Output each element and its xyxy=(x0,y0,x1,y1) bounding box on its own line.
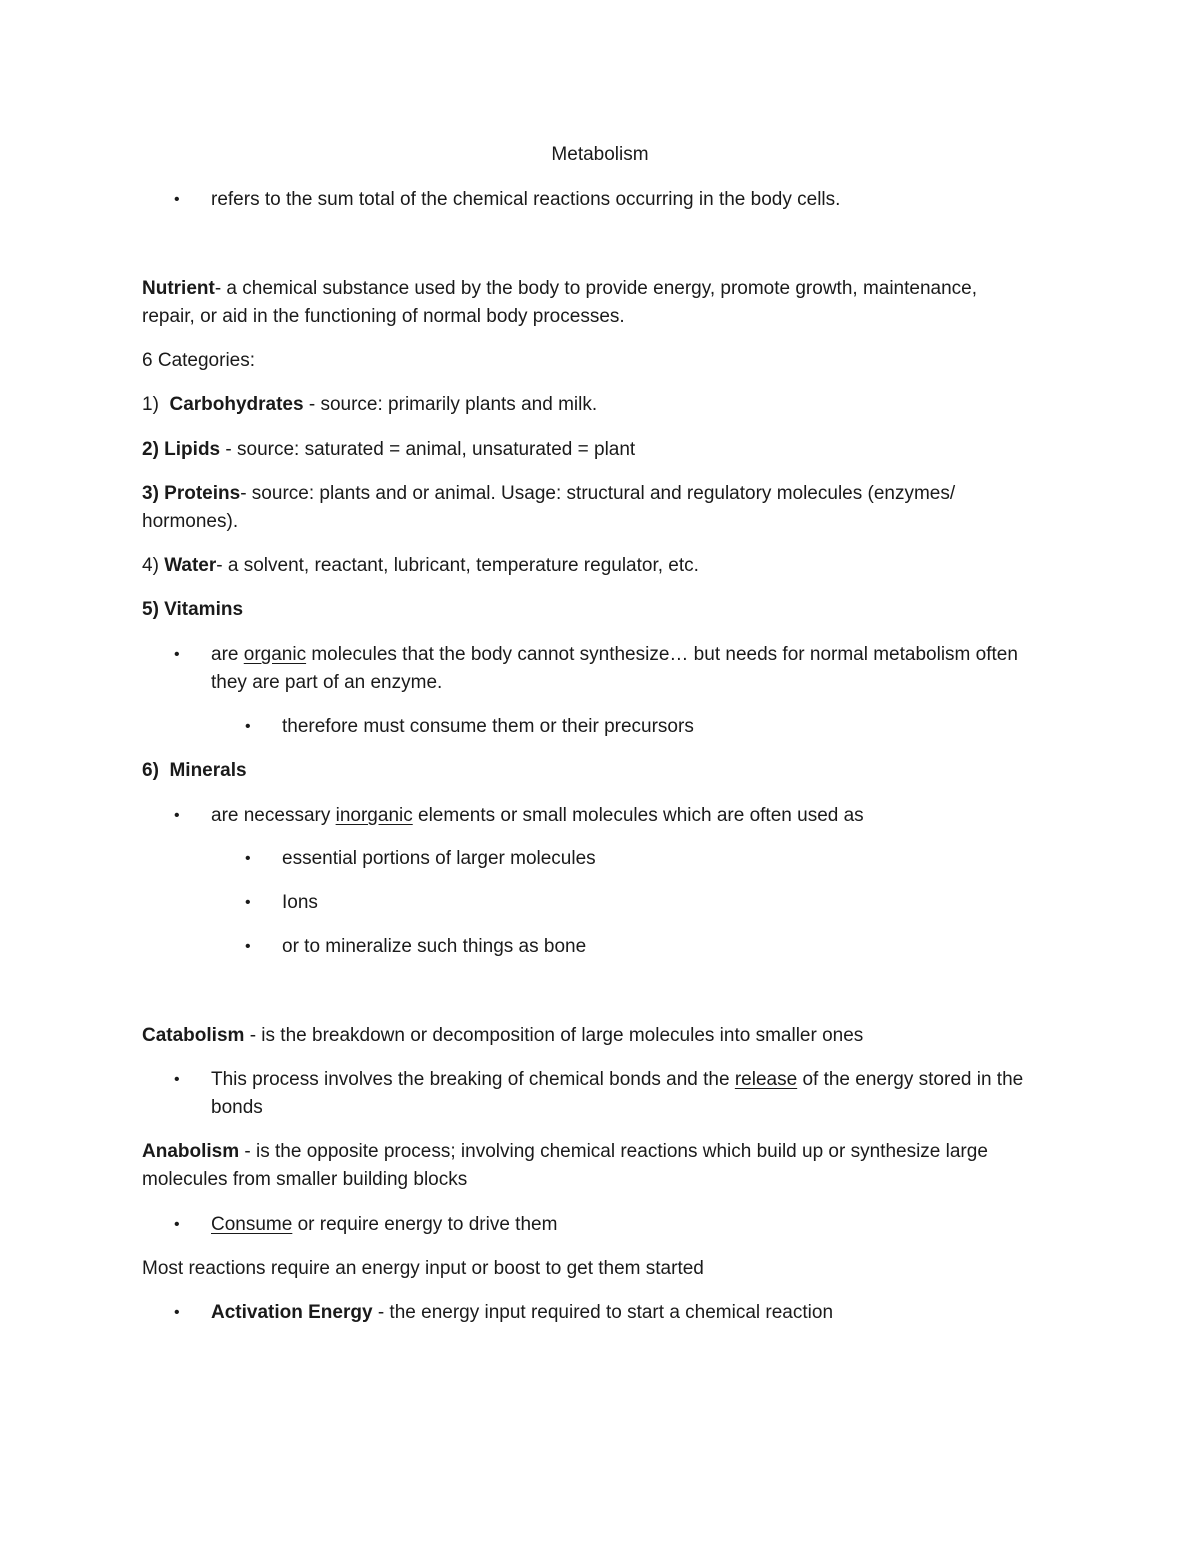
bullet-icon: • xyxy=(245,894,251,911)
carbohydrates-term: Carbohydrates xyxy=(169,394,304,415)
vitamins-bullet-post: molecules that the body cannot synthesize… but needs for normal metabolism often xyxy=(306,644,1018,665)
catabolism-term: Catabolism xyxy=(142,1025,245,1046)
bullet-icon: • xyxy=(174,1216,180,1233)
minerals-sub-bullet-1: essential portions of larger molecules xyxy=(282,848,596,869)
proteins-term: 3) Proteins xyxy=(142,483,241,504)
carbohydrates-line xyxy=(142,391,597,419)
categories-heading: 6 Categories: xyxy=(142,350,256,371)
minerals-bullet-post: elements or small molecules which are often used as xyxy=(412,805,864,826)
bullet-icon: • xyxy=(174,807,180,824)
bullet-icon: • xyxy=(245,718,251,735)
lipids-term: 2) Lipids xyxy=(142,439,221,460)
bullet-icon: • xyxy=(174,1304,180,1321)
proteins-text: - source: plants and or animal. Usage: structural and regulatory molecules (enzymes/ xyxy=(240,483,956,504)
water-text: - a solvent, reactant, lubricant, temperature regulator, etc. xyxy=(216,555,699,576)
vitamins-bullet-pre: are xyxy=(211,644,244,665)
water-number: 4) xyxy=(142,555,165,576)
minerals-term: Minerals xyxy=(169,760,247,781)
nutrient-definition: - a chemical substance used by the body to provide energy, promote growth, maintenance, xyxy=(214,278,978,299)
catabolism-bullet-line-1 xyxy=(211,1066,1023,1094)
bullet-icon: • xyxy=(174,1071,180,1088)
nutrient-line-1 xyxy=(142,275,977,303)
bullet-icon: • xyxy=(174,646,180,663)
nutrient-term: Nutrient xyxy=(142,278,215,299)
anabolism-bullet-line xyxy=(211,1211,557,1239)
catabolism-bullet-pre: This process involves the breaking of chemical bonds and the xyxy=(211,1069,735,1090)
nutrient-line-2: repair, or aid in the functioning of normal body processes. xyxy=(142,306,625,327)
lipids-line xyxy=(142,436,635,464)
anabolism-line-2: molecules from smaller building blocks xyxy=(142,1169,468,1190)
intro-text: refers to the sum total of the chemical reactions occurring in the body cells. xyxy=(211,189,841,210)
activation-energy-term: Activation Energy xyxy=(211,1302,373,1323)
bullet-icon: • xyxy=(174,191,180,208)
lipids-text: - source: saturated = animal, unsaturated = plant xyxy=(220,439,636,460)
minerals-bullet-pre: are necessary xyxy=(211,805,336,826)
anabolism-text: - is the opposite process; involving chemical reactions which build up or synthesize large xyxy=(239,1141,988,1162)
minerals-inorganic-underlined: inorganic xyxy=(335,805,413,826)
bullet-icon: • xyxy=(245,938,251,955)
catabolism-line xyxy=(142,1022,863,1050)
vitamins-heading: 5) Vitamins xyxy=(142,599,244,620)
minerals-sub-bullet-3: or to mineralize such things as bone xyxy=(282,936,587,957)
vitamins-bullet-line-2: they are part of an enzyme. xyxy=(211,672,443,693)
vitamins-organic-underlined: organic xyxy=(243,644,307,665)
anabolism-bullet-post: or require energy to drive them xyxy=(292,1214,558,1235)
proteins-line-1 xyxy=(142,480,955,508)
anabolism-term: Anabolism xyxy=(142,1141,240,1162)
catabolism-release-underlined: release xyxy=(734,1069,798,1090)
minerals-sub-bullet-2: Ions xyxy=(282,892,318,913)
activation-energy-line xyxy=(211,1299,833,1327)
carbohydrates-text: - source: primarily plants and milk. xyxy=(303,394,598,415)
vitamins-bullet-line-1 xyxy=(211,641,1018,669)
vitamins-sub-bullet: therefore must consume them or their precursors xyxy=(282,716,694,737)
activation-energy-text: - the energy input required to start a chemical reaction xyxy=(372,1302,834,1323)
anabolism-line-1 xyxy=(142,1138,988,1166)
water-line xyxy=(142,552,699,580)
anabolism-consume-underlined: Consume xyxy=(211,1214,293,1235)
reactions-line: Most reactions require an energy input or boost to get them started xyxy=(142,1258,704,1279)
catabolism-text: - is the breakdown or decomposition of large molecules into smaller ones xyxy=(244,1025,864,1046)
catabolism-bullet-post: of the energy stored in the xyxy=(797,1069,1024,1090)
bullet-icon: • xyxy=(245,850,251,867)
minerals-bullet-line xyxy=(211,802,864,830)
page-title: Metabolism xyxy=(551,144,649,165)
minerals-heading xyxy=(142,757,247,785)
minerals-number: 6) xyxy=(142,760,159,781)
carbohydrates-number: 1) xyxy=(142,394,159,415)
water-term: Water xyxy=(164,555,217,576)
catabolism-bullet-line-2: bonds xyxy=(211,1097,263,1118)
proteins-line-2: hormones). xyxy=(142,511,239,532)
